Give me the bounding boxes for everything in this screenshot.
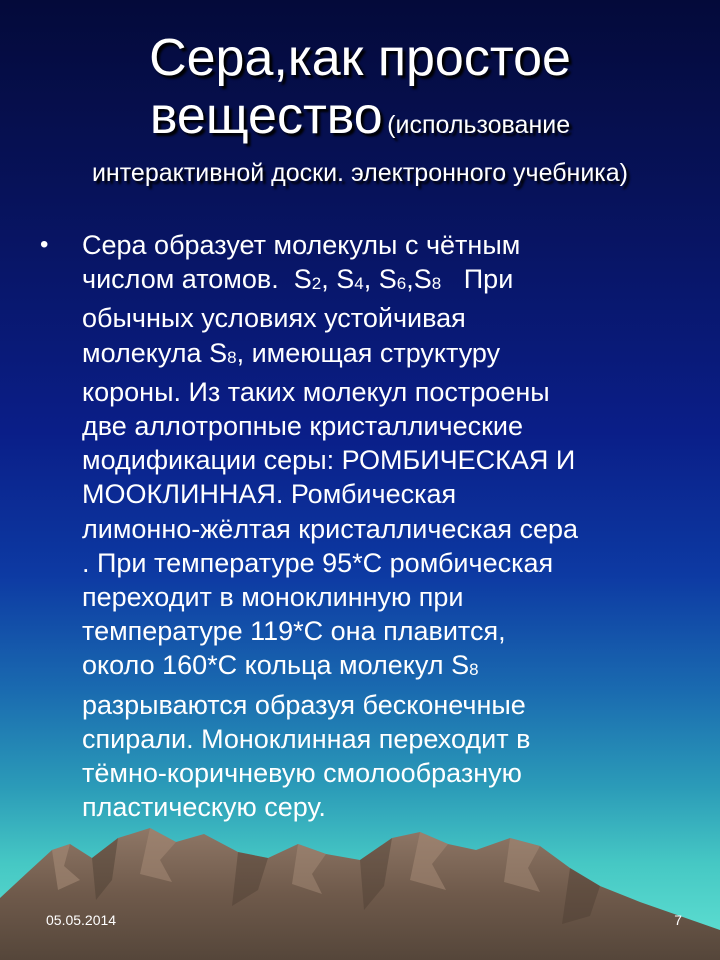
formula-s: S — [336, 264, 355, 295]
title-line-2 — [20, 87, 700, 155]
subscript: 8 — [469, 660, 479, 680]
body-line: пластическую серу. — [82, 792, 326, 823]
subscript: 6 — [396, 274, 407, 294]
formula-s: S — [451, 650, 470, 681]
title-note: (использование — [387, 111, 571, 139]
bullet-text — [82, 228, 690, 824]
formula-s: S — [293, 264, 312, 295]
body-line: МООКЛИННАЯ. Ромбическая — [82, 479, 457, 510]
bullet-marker: • — [40, 231, 49, 258]
body-line: две аллотропные кристаллические — [82, 411, 523, 442]
subscript: 8 — [227, 347, 237, 367]
body-line-formulas — [82, 262, 690, 301]
body-line: тёмно-коричневую смолообразную — [82, 758, 522, 789]
body-line: разрываются образуя бесконечные — [82, 689, 526, 720]
body-text: около 160*С кольца молекул — [82, 650, 444, 681]
body-text: молекула — [82, 337, 202, 368]
body-line-formula — [82, 336, 690, 375]
body-text: , имеющая структуру — [236, 337, 501, 368]
subscript: 2 — [311, 274, 322, 294]
body-line: спирали. Моноклинная переходит в — [82, 723, 531, 754]
footer-date: 05.05.2014 — [46, 912, 117, 928]
body-line: короны. Из таких молекул построены — [82, 376, 550, 407]
body-line: температуре 119*С она плавится, — [82, 616, 506, 647]
slide-body — [40, 228, 690, 824]
bullet-item — [40, 228, 690, 824]
mountains-illustration — [0, 820, 720, 960]
body-text: числом атомов. — [82, 264, 279, 295]
title-main-word: вещество — [149, 87, 383, 145]
page-number: 7 — [674, 912, 682, 928]
body-line: обычных условиях устойчивая — [82, 303, 466, 334]
formula-s: S — [209, 337, 228, 368]
subscript: 8 — [431, 274, 442, 294]
title-line-1: Сера,как простое — [149, 29, 571, 87]
slide-title — [20, 28, 700, 191]
body-line: . При температуре 95*С ромбическая — [82, 547, 554, 578]
body-line-formula — [82, 648, 690, 687]
comma: , — [406, 264, 414, 295]
formula-s: S — [413, 264, 432, 295]
body-line: Сера образует молекулы с чётным — [82, 230, 521, 260]
body-text: При — [463, 264, 514, 295]
body-line: переходит в моноклинную при — [82, 582, 464, 613]
body-line: лимонно-жёлтая кристаллическая сера — [82, 513, 579, 544]
subscript: 4 — [354, 274, 364, 294]
formula-s: S — [378, 264, 397, 295]
body-line: модификации серы: РОМБИЧЕСКАЯ И — [82, 445, 576, 476]
title-line-3: интерактивной доски. электронного учебника) — [91, 159, 629, 187]
comma: , — [321, 264, 329, 295]
comma: , — [363, 264, 372, 295]
